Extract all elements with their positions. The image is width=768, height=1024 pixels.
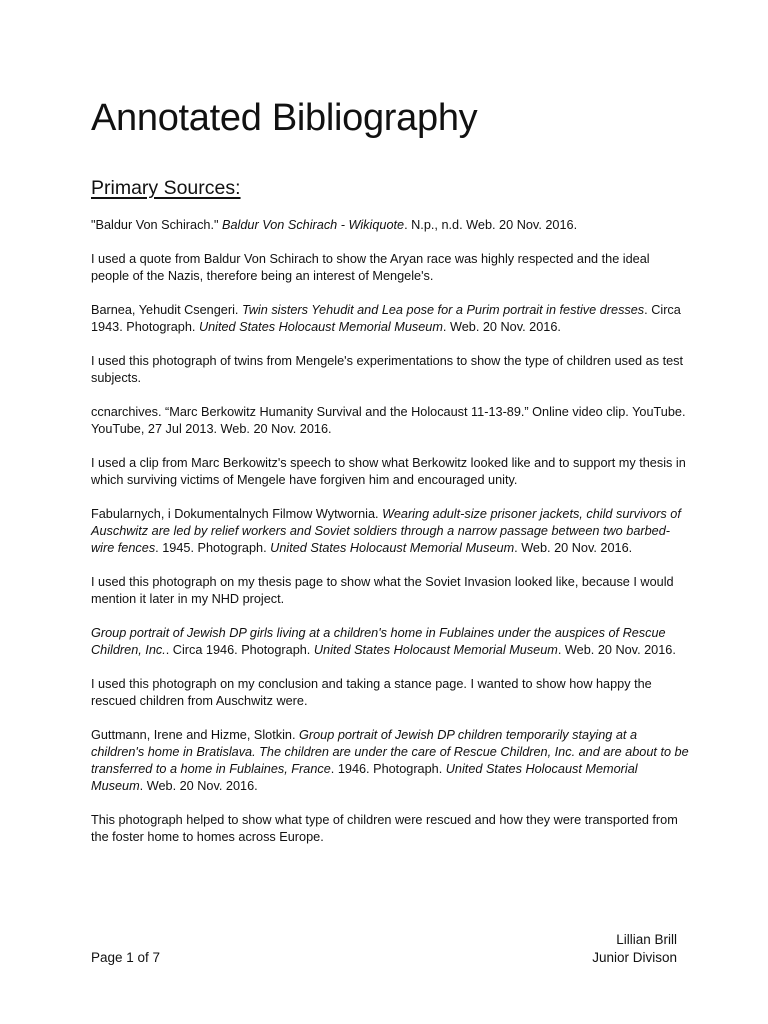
division-label: Junior Divison: [592, 950, 677, 965]
annotation: I used a clip from Marc Berkowitz's speech to show what Berkowitz looked like and to support my thesis in which surviving victims of Mengele have forgiven him and encouraged unity.: [91, 456, 686, 487]
citation: ccnarchives. “Marc Berkowitz Humanity Survival and the Holocaust 11-13-89.” Online video clip. YouTube. YouTube, 27 Jul 2013. Web. 20 Nov. 2016.: [91, 405, 686, 436]
citation: "Baldur Von Schirach." Baldur Von Schirach - Wikiquote. N.p., n.d. Web. 20 Nov. 2016.: [91, 218, 578, 232]
annotation: I used this photograph on my thesis page to show what the Soviet Invasion looked like, because I would mention it later in my NHD project.: [91, 575, 674, 606]
document-title: Annotated Bibliography: [91, 97, 478, 139]
author-info: [592, 931, 677, 967]
bibliography-body: [91, 217, 691, 863]
annotation: This photograph helped to show what type of children were rescued and how they were transported from the foster home to homes across Europe.: [91, 813, 678, 844]
annotation: I used this photograph of twins from Mengele's experimentations to show the type of children used as test subjects.: [91, 354, 684, 385]
section-heading-primary-sources: Primary Sources:: [91, 177, 241, 199]
citation: Barnea, Yehudit Csengeri. Twin sisters Yehudit and Lea pose for a Purim portrait in festive dresses. Circa 1943. Photograph. United States Holocaust Memorial Museum. Web. 20 Nov. 2016.: [91, 303, 681, 334]
citation: Fabularnych, i Dokumentalnych Filmow Wytwornia. Wearing adult-size prisoner jackets, child survivors of Auschwitz are led by relief workers and Soviet soldiers through a narrow passage between two barbed-wire fences. 1945. Photograph. United States Holocaust Memorial Museum. Web. 20 Nov. 2016.: [91, 507, 681, 555]
page-number: Page 1 of 7: [91, 950, 161, 965]
author-name: Lillian Brill: [616, 932, 677, 947]
citation: Guttmann, Irene and Hizme, Slotkin. Group portrait of Jewish DP children temporarily staying at a children's home in Bratislava. The children are under the care of Rescue Children, Inc. and are about to be transferred to a home in Fublaines, France. 1946. Photograph. United States Holocaust Memorial Museum. Web. 20 Nov. 2016.: [91, 728, 689, 793]
citation: Group portrait of Jewish DP girls living at a children's home in Fublaines under the auspices of Rescue Children, Inc.. Circa 1946. Photograph. United States Holocaust Memorial Museum. Web. 20 Nov. 2016.: [91, 626, 676, 657]
annotation: I used this photograph on my conclusion and taking a stance page. I wanted to show how happy the rescued children from Auschwitz were.: [91, 677, 652, 708]
annotation: I used a quote from Baldur Von Schirach to show the Aryan race was highly respected and the ideal people of the Nazis, therefore being an interest of Mengele's.: [91, 252, 650, 283]
